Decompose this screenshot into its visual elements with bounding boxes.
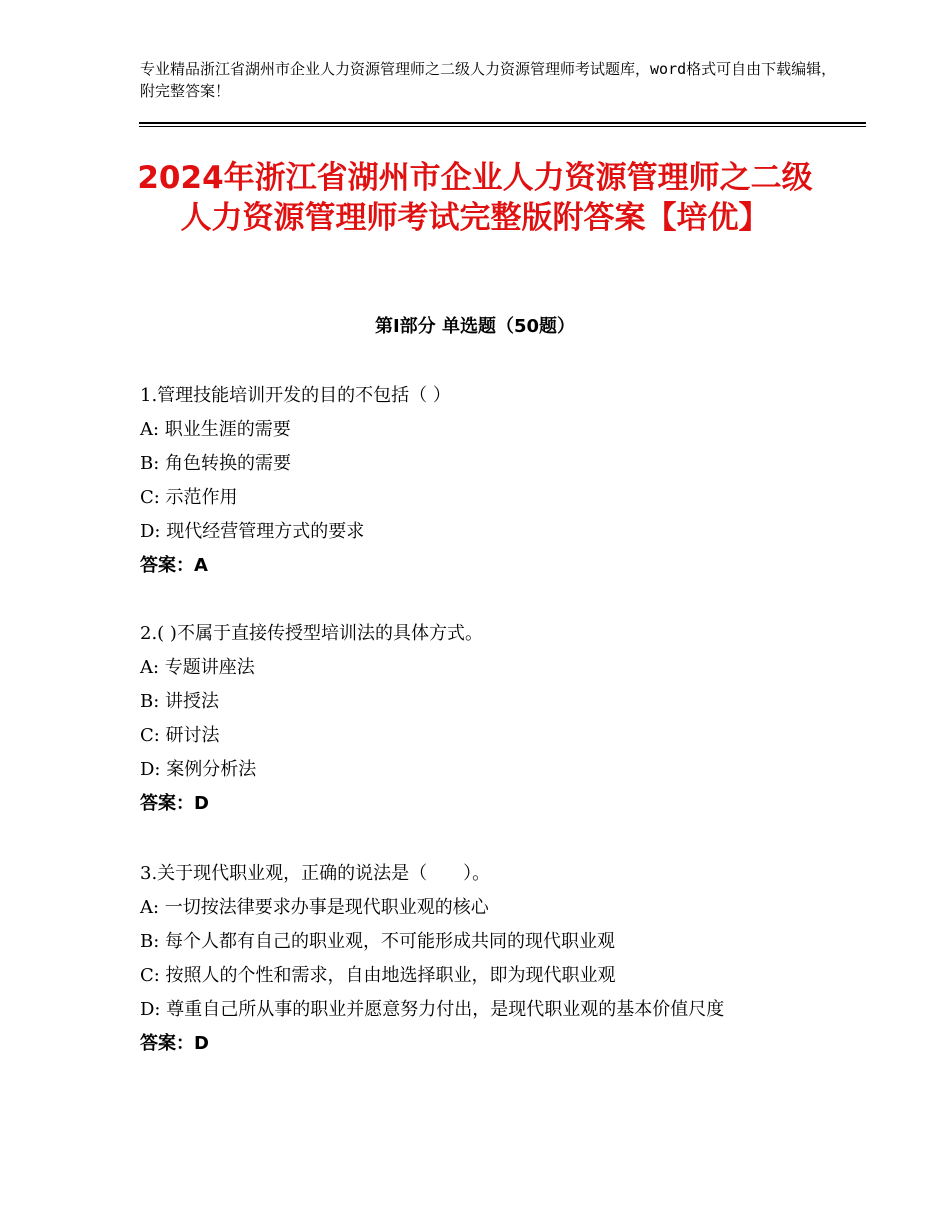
header-rule-thick bbox=[139, 122, 866, 124]
document-title: 2024年浙江省湖州市企业人力资源管理师之二级人力资源管理师考试完整版附答案【培优】 bbox=[137, 160, 813, 236]
option-b: B: 角色转换的需要 bbox=[140, 453, 292, 474]
question-2 bbox=[140, 617, 820, 821]
option-c: C: 按照人的个性和需求，自由地选择职业，即为现代职业观 bbox=[140, 965, 616, 986]
answer: 答案：D bbox=[140, 1033, 209, 1054]
option-d: D: 现代经营管理方式的要求 bbox=[140, 521, 365, 542]
option-d: D: 尊重自己所从事的职业并愿意努力付出，是现代职业观的基本价值尺度 bbox=[140, 999, 725, 1020]
option-c: C: 示范作用 bbox=[140, 487, 238, 508]
question-1 bbox=[140, 379, 820, 583]
option-a: A: 职业生涯的需要 bbox=[140, 419, 291, 440]
question-stem: 2.( )不属于直接传授型培训法的具体方式。 bbox=[140, 623, 483, 644]
question-3 bbox=[140, 857, 820, 1061]
option-b: B: 每个人都有自己的职业观，不可能形成共同的现代职业观 bbox=[140, 931, 616, 952]
question-stem: 3.关于现代职业观，正确的说法是（ ）。 bbox=[140, 863, 491, 884]
header-note: 专业精品浙江省湖州市企业人力资源管理师之二级人力资源管理师考试题库，word格式可自由下载编辑，附完整答案！ bbox=[140, 60, 837, 100]
option-b: B: 讲授法 bbox=[140, 691, 220, 712]
option-a: A: 一切按法律要求办事是现代职业观的核心 bbox=[140, 897, 489, 918]
option-a: A: 专题讲座法 bbox=[140, 657, 255, 678]
option-d: D: 案例分析法 bbox=[140, 759, 257, 780]
header-rule-thin bbox=[139, 126, 866, 127]
option-c: C: 研讨法 bbox=[140, 725, 220, 746]
answer: 答案：D bbox=[140, 793, 209, 814]
section-heading: 第Ⅰ部分 单选题（50题） bbox=[374, 316, 575, 337]
question-stem: 1.管理技能培训开发的目的不包括（ ） bbox=[140, 385, 451, 406]
answer: 答案：A bbox=[140, 555, 208, 576]
